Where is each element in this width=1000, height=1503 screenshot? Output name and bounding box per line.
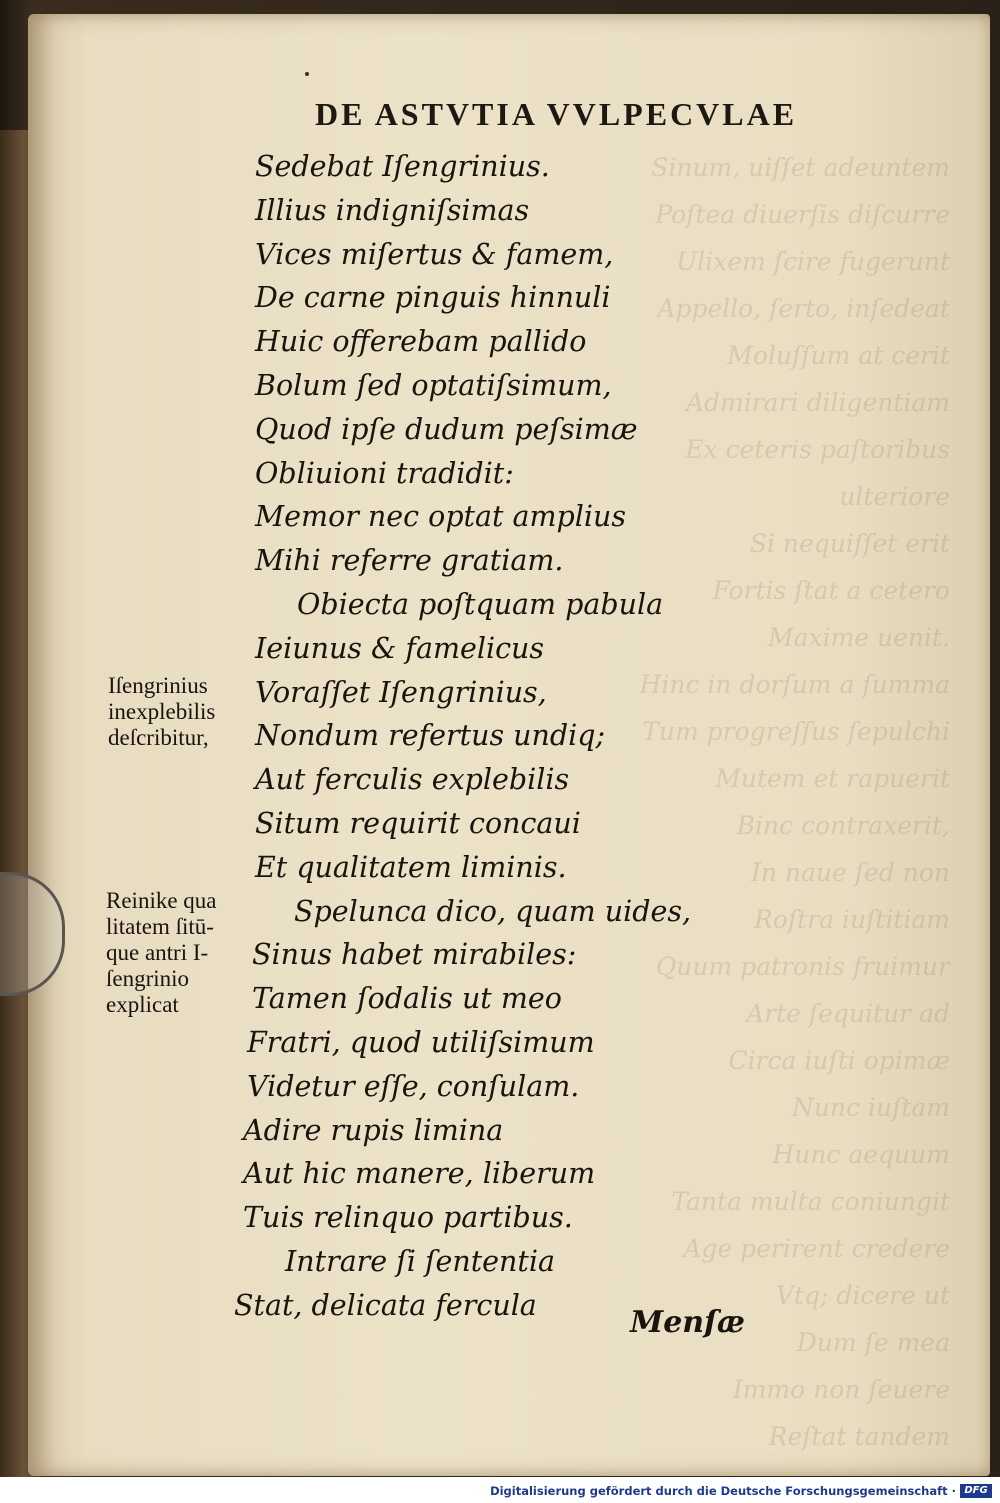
verse-line: Vices miſertus & famem, — [255, 237, 614, 271]
verse-line: Memor nec optat amplius — [255, 500, 626, 534]
verse-line: Tamen ſodalis ut meo — [252, 982, 562, 1016]
verse-line: Bolum ſed optatiſsimum, — [255, 368, 612, 402]
margin-note-line: explicat — [106, 992, 179, 1017]
margin-note-line: Reinike qua — [106, 888, 217, 913]
footer-bar — [0, 1477, 1000, 1503]
verse-line: Obliuioni tradidit: — [255, 456, 514, 490]
margin-note-line: litatem ſitū- — [106, 914, 214, 939]
verse-line: Mihi referre gratiam. — [255, 544, 564, 578]
verse-block — [234, 145, 692, 1328]
verse-line: Tuis relinquo partibus. — [243, 1201, 573, 1235]
funding-credit: Digitalisierung gefördert durch die Deutsche Forschungsgemeinschaft · — [490, 1484, 956, 1498]
verse-line: De carne pinguis hinnuli — [255, 281, 611, 315]
bleed-through-text: Sinum, uiſſet adeuntem Poſtea diuerſis diſcurre Ulixem ſcire fugerunt Appello, ſerto, inſedeat Moluſſum at cerit Admirari diligentiam Ex ceteris paſtoribus ulteriore Si nequiſſet erit Fortis ſtat a cetero Maxime uenit. Hinc in dorſum a ſumma Tum progreſſus ſepulchi Mutem et rapuerit Binc contraxerit, In naue ſed non Roſtra iuſtitiam Quum patronis fruimur Arte ſequitur ad Circa iuſti opimæ Nunc iuſtam Hunc aequum Tanta multa coniungit Age perirent credere Vtq; dicere ut Dum ſe mea Immo non ſeuere Reſtat tandem — [639, 153, 950, 1451]
margin-note-line: inexplebilis — [108, 699, 216, 724]
verse-line: Obiecta poſtquam pabula — [297, 587, 664, 621]
margin-note-line: Iſengrinius — [108, 673, 208, 698]
verse-line: Fratri, quod utiliſsimum — [247, 1025, 595, 1059]
verse-line: Voraſſet Iſengrinius, — [255, 675, 547, 709]
verse-line: Ieiunus & famelicus — [255, 631, 545, 665]
verse-line: Nondum refertus undiq; — [255, 719, 606, 753]
verse-line: Sedebat Iſengrinius. — [255, 150, 550, 183]
ink-dot — [305, 72, 309, 76]
verse-line: Et qualitatem liminis. — [255, 850, 567, 884]
verse-line: Situm requirit concaui — [255, 806, 581, 840]
margin-note-line: ſengrinio — [106, 966, 190, 991]
margin-note-line: que antri I- — [106, 940, 209, 965]
margin-note-line: deſcribitur, — [108, 725, 209, 750]
dfg-logo-icon: DFG — [960, 1484, 992, 1498]
verse-line: Stat, delicata fercula — [234, 1288, 537, 1322]
catchword: Menſæ — [630, 1305, 745, 1340]
verse-line: Quod ipſe dudum peſsimæ — [255, 412, 638, 446]
verse-line: Huic offerebam pallido — [255, 325, 587, 359]
verse-line: Videtur eſſe, conſulam. — [247, 1069, 580, 1103]
verse-line: Illius indigniſsimas — [255, 193, 530, 227]
verse-line: Aut ferculis explebilis — [255, 763, 570, 797]
margin-note-isengrinius — [108, 673, 215, 751]
verse-line: Spelunca dico, quam uides, — [294, 894, 692, 928]
verse-line: Adire rupis limina — [243, 1113, 504, 1147]
verse-line: Intrare ſi ſententia — [285, 1244, 555, 1278]
margin-note-reinike — [106, 888, 217, 1018]
verse-line: Aut hic manere, liberum — [243, 1157, 596, 1191]
running-header: DE ASTVTIA VVLPECVLAE — [315, 96, 798, 132]
verse-line: Sinus habet mirabiles: — [252, 938, 577, 972]
